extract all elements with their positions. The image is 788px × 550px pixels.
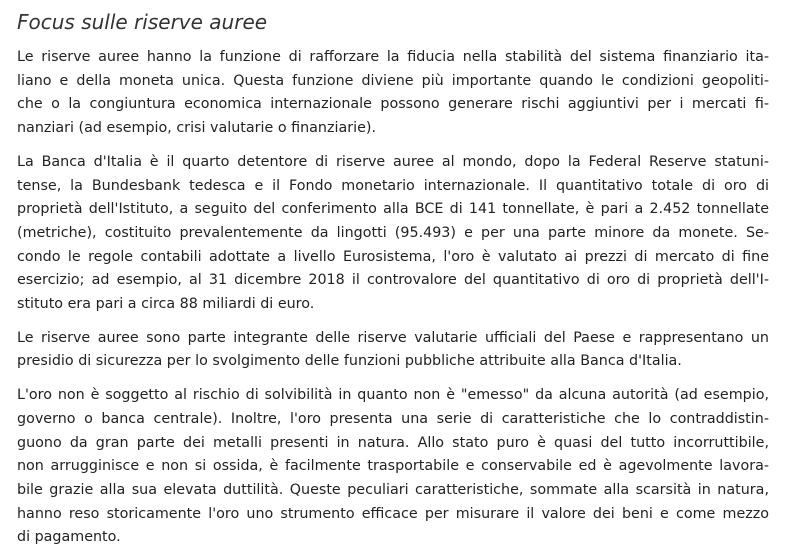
text-line: tense, la Bundesbank tedesca e il Fondo monetario internazionale. Il quantitativo totale di oro di [17, 177, 769, 194]
text-line: Le riserve auree sono parte integrante delle riserve valutarie ufficiali del Paese e rappresentano un [17, 329, 769, 346]
text-line: (metriche), costituito prevalentemente da lingotti (95.493) e per una parte minore da monete. Se- [17, 224, 769, 241]
text-line: esercizio; ad esempio, al 31 dicembre 2018 il controvalore del quantitativo di oro di proprietà dell'I- [17, 272, 769, 289]
text-line: stituto era pari a circa 88 miliardi di euro. [17, 296, 315, 313]
text-line: non arrugginisce e non si ossida, è facilmente trasportabile e conservabile ed è agevolmente lavora- [17, 458, 769, 475]
text-line: Le riserve auree hanno la funzione di rafforzare la fiducia nella stabilità del sistema finanziario ita- [17, 49, 769, 65]
text-line: L'oro non è soggetto al rischio di solvibilità in quanto non è "emesso" da alcuna autorità (ad esempio, [17, 387, 769, 404]
text-line: condo le regole contabili adottate a livello Eurosistema, l'oro è valutato ai prezzi di mercato di fine [17, 248, 769, 265]
text-line: guono da gran parte dei metalli presenti in natura. Allo stato puro è quasi del tutto incorruttibile, [17, 434, 769, 451]
text-line: La Banca d'Italia è il quarto detentore di riserve auree al mondo, dopo la Federal Reserve statuni- [17, 153, 769, 170]
paragraph-2 [17, 151, 772, 317]
paragraph-1 [17, 46, 772, 141]
text-line: proprietà dell'Istituto, a seguito del conferimento alla BCE di 141 tonnellate, è pari a 2.452 tonnellate [17, 201, 769, 218]
text-line: hanno reso storicamente l'oro uno strumento efficace per misurare il valore dei beni e come mezzo [17, 505, 769, 522]
text-line: che o la congiuntura economica internazionale possono generare rischi aggiuntivi per i mercati fi- [17, 96, 769, 113]
text-line: bile grazie alla sua elevata duttilità. Queste peculiari caratteristiche, sommate alla scarsità in natura, [17, 481, 769, 498]
paragraph-3 [17, 327, 772, 374]
text-line: governo o banca centrale). Inoltre, l'oro presenta una serie di caratteristiche che lo contraddistin- [17, 410, 769, 427]
text-line: presidio di sicurezza per lo svolgimento delle funzioni pubbliche attribuite alla Banca d'Italia. [17, 353, 682, 370]
text-line: nanziari (ad esempio, crisi valutarie o finanziarie). [17, 120, 376, 137]
text-line: liano e della moneta unica. Questa funzione diviene più importante quando le condizioni geopoliti- [17, 72, 769, 89]
section-title: Focus sulle riserve auree [17, 10, 268, 34]
paragraph-4 [17, 384, 772, 550]
text-line: di pagamento. [17, 529, 121, 546]
